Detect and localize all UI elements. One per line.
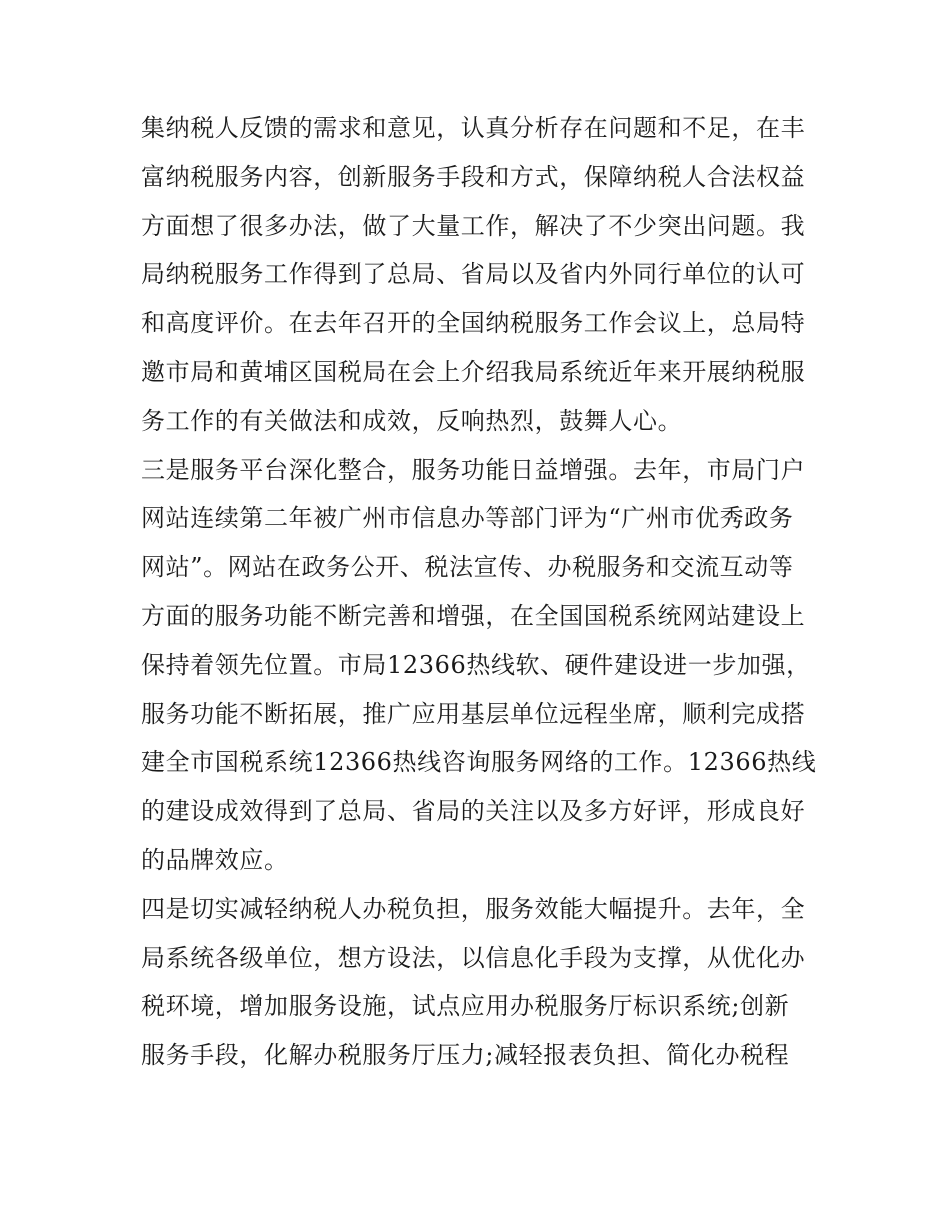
text-line: 网站连续第二年被广州市信息办等部门评为“广州市优秀政务 (141, 504, 794, 533)
text-line: 服务手段，化解办税服务厅压力;减轻报表负担、简化办税程 (141, 1041, 790, 1070)
text-line: 的品牌效应。 (141, 845, 289, 874)
text-line: 邀市局和黄埔区国税局在会上介绍我局系统近年来开展纳税服 (141, 357, 806, 386)
text-line: 集纳税人反馈的需求和意见，认真分析存在问题和不足，在丰 (141, 114, 806, 142)
text-line: 三是服务平台深化整合，服务功能日益增强。去年，市局门户 (141, 455, 806, 484)
text-line: 方面的服务功能不断完善和增强，在全国国税系统网站建设上 (141, 601, 806, 630)
text-line: 方面想了很多办法，做了大量工作，解决了不少突出问题。我 (141, 211, 806, 240)
body-text (141, 104, 821, 1080)
text-line: 保持着领先位置。市局12366热线软、硬件建设进一步加强， (141, 650, 811, 679)
text-line: 和高度评价。在去年召开的全国纳税服务工作会议上，总局特 (141, 309, 806, 338)
text-line: 四是切实减轻纳税人办税负担，服务效能大幅提升。去年，全 (141, 894, 806, 923)
text-line: 的建设成效得到了总局、省局的关注以及多方好评，形成良好 (141, 797, 806, 826)
text-line: 网站”。网站在政务公开、税法宣传、办税服务和交流互动等 (141, 553, 794, 582)
text-line: 服务功能不断拓展，推广应用基层单位远程坐席，顺利完成搭 (141, 699, 806, 728)
text-line: 局系统各级单位，想方设法，以信息化手段为支撑，从优化办 (141, 943, 806, 972)
text-line: 务工作的有关做法和成效，反响热烈，鼓舞人心。 (141, 406, 683, 435)
text-line: 建全市国税系统12366热线咨询服务网络的工作。12366热线 (141, 748, 817, 777)
text-line: 税环境，增加服务设施，试点应用办税服务厅标识系统;创新 (141, 992, 790, 1021)
text-line: 局纳税服务工作得到了总局、省局以及省内外同行单位的认可 (141, 260, 806, 289)
text-line: 富纳税服务内容，创新服务手段和方式，保障纳税人合法权益 (141, 162, 806, 191)
